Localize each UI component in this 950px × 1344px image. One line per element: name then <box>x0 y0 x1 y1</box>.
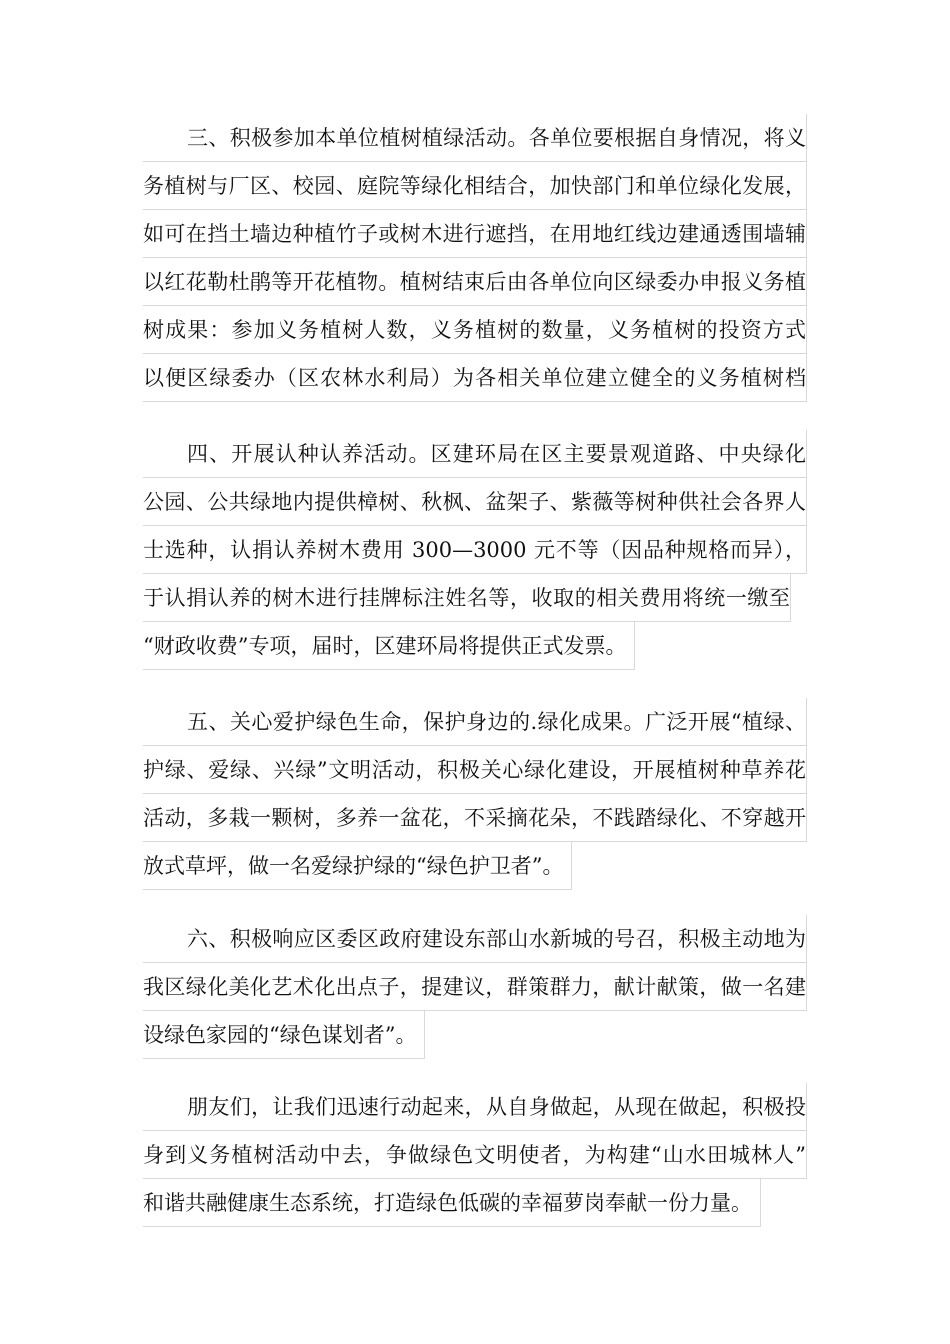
paragraph-four <box>143 430 807 674</box>
text-line: 朋友们，让我们迅速行动起来，从自身做起，从现在做起，积极投 <box>143 1083 807 1131</box>
paragraph-three <box>143 114 807 402</box>
text-line: 四、开展认种认养活动。区建环局在区主要景观道路、中央绿化 <box>143 430 807 478</box>
text-line: 三、积极参加本单位植树植绿活动。各单位要根据自身情况，将义 <box>143 114 807 162</box>
paragraph-six <box>143 915 807 1063</box>
text-line: 我区绿化美化艺术化出点子，提建议，群策群力，献计献策，做一名建 <box>143 963 807 1011</box>
text-line: 务植树与厂区、校园、庭院等绿化相结合，加快部门和单位绿化发展， <box>143 162 807 210</box>
text-line: 护绿、爱绿、兴绿”文明活动，积极关心绿化建设，开展植树种草养花 <box>143 746 807 794</box>
text-line: 公园、公共绿地内提供樟树、秋枫、盆架子、紫薇等树种供社会各界人 <box>143 478 807 526</box>
text-line: 身到义务植树活动中去，争做绿色文明使者，为构建“山水田城林人” <box>143 1131 807 1179</box>
text-line: 以便区绿委办（区农林水利局）为各相关单位建立健全的义务植树档 <box>143 354 807 402</box>
text-line: “财政收费”专项，届时，区建环局将提供正式发票。 <box>143 622 635 670</box>
text-line: 如可在挡土墙边种植竹子或树木进行遮挡，在用地红线边建通透围墙辅 <box>143 210 807 258</box>
text-line: 放式草坪，做一名爱绿护绿的“绿色护卫者”。 <box>143 842 572 890</box>
text-line: 五、关心爱护绿色生命，保护身边的.绿化成果。广泛开展“植绿、 <box>143 698 807 746</box>
text-line: 活动，多栽一颗树，多养一盆花，不采摘花朵，不践踏绿化、不穿越开 <box>143 794 807 842</box>
text-line: 设绿色家园的“绿色谋划者”。 <box>143 1011 425 1059</box>
paragraph-five <box>143 698 807 894</box>
text-line: 以红花勒杜鹃等开花植物。植树结束后由各单位向区绿委办申报义务植 <box>143 258 807 306</box>
text-line: 六、积极响应区委区政府建设东部山水新城的号召，积极主动地为 <box>143 915 807 963</box>
text-line: 士选种，认捐认养树木费用 300—3000 元不等（因品种规格而异）， <box>143 526 807 574</box>
paragraph-closing <box>143 1083 807 1231</box>
text-line: 树成果：参加义务植树人数，义务植树的数量，义务植树的投资方式 <box>143 306 807 354</box>
text-line: 和谐共融健康生态系统，打造绿色低碳的幸福萝岗奉献一份力量。 <box>143 1179 761 1227</box>
text-line: 于认捐认养的树木进行挂牌标注姓名等，收取的相关费用将统一缴至 <box>143 574 791 622</box>
